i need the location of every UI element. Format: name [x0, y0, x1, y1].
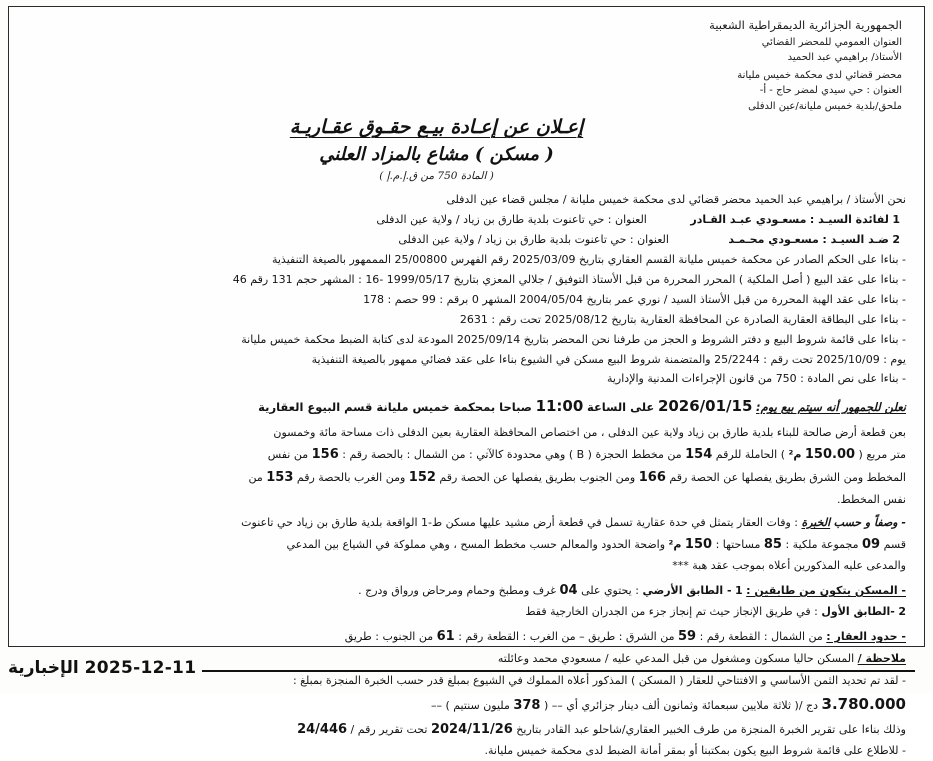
property-line2-tail: من نفس: [267, 448, 309, 462]
property-area-unit: م²: [788, 448, 802, 462]
notice-mid: على الساعة: [586, 400, 655, 415]
price-line-2: [27, 692, 906, 718]
notice-date: 2026/01/15: [657, 397, 753, 416]
header-branch: ملحق/بلدية خميس مليانة/عين الدفلى: [748, 100, 902, 112]
party-name: مسعـودي عبـد القـادر: [690, 213, 807, 227]
bounds-south-label: من الجنوب :: [375, 630, 434, 644]
price-amount: 3.780.000: [821, 695, 906, 714]
price-line-4: - للاطلاع على قائمة شروط البيع يكون بمكتبنا أو بمقر أمانة الضبط لدى محكمة خميس مليانة.: [484, 744, 906, 758]
expert-keyword: الخبرة: [801, 515, 831, 529]
legal-basis-item: - بناءا على الحكم الصادر عن محكمة خميس مليانة القسم العقاري بتاريخ 2025/03/09 رقم الفهرس 25/00800 المممهور بالصيغة التنفيذية: [271, 253, 906, 267]
legal-basis-item: يوم : 2025/10/09 تحت رقم : 25/2244 والمتضمنة شروط البيع مسكن في الشيوع بناءا على عقد فضائي ممهور بالصيغة التنفيذية: [311, 352, 906, 366]
floors-line-1: [27, 580, 906, 602]
section-label: قسم: [883, 537, 906, 551]
notice-suffix: صباحا بمحكمة خميس مليانة قسم البيوع العقارية: [258, 400, 532, 415]
header-republic: الجمهورية الجزائرية الديمقراطية الشعبية: [709, 18, 902, 32]
expert-text: : وفات العقار يتمثل في حدة عقارية تسمل في قطعة أرض مشيد عليها مسكن ط-1 الواقعة بلدية طارق بن زياد حي تاعنوت: [241, 515, 798, 529]
floor1-label: - الطابق الأرضي: [642, 583, 732, 597]
property-line-1: بعن قطعة أرض صالحة للبناء بلدية طارق بن زياد ولاية عين الدفلى ، من اختصاص المحافظة العقارية بعين الدفلى ذات مساحة مائة وخمسون: [273, 426, 906, 440]
legal-basis-item: - بناءا على عقد الهبة المحررة من قبل الأستاذ السيد / نوري عمر بتاريخ 2004/05/04 المشهر 0 برقم : 99 حصم : 178: [363, 292, 906, 306]
floor1-number: 1: [735, 583, 743, 597]
ownership-group-label: مجموعة ملكية :: [785, 537, 859, 551]
property-line-3: [27, 467, 906, 489]
property-east-number: 166: [638, 470, 666, 486]
expert-report-label: تحت تقرير رقم /: [350, 723, 428, 737]
document-legal-reference: ( المادة 750 من ق.إ.م.إ ): [379, 170, 494, 183]
bounds-east-value: طريق: [588, 630, 616, 644]
page-footer: [8, 651, 925, 685]
expert-line-1: [27, 514, 906, 533]
footer-content: [8, 658, 196, 678]
expert-report-number: 24/446: [297, 722, 348, 738]
footer-label: الإخبارية: [8, 658, 79, 678]
header-jurisdiction: محضر قضائي لدى محكمة خميس مليانة: [737, 69, 902, 81]
document-subtitle: ( مسكن ) مشاع بالمزاد العلني: [319, 144, 554, 166]
intro-paragraph: نحن الأستاذ / براهيمي عبد الحميد محضر قضائي لدى محكمة خميس مليانة / مجلس قضاء عين الدفلى: [446, 193, 906, 207]
ownership-group-number: 85: [763, 536, 782, 552]
parties-list: [27, 211, 906, 250]
property-line-4: نفس المخطط.: [837, 492, 906, 506]
bounds-east-label: من الشرق :: [618, 630, 675, 644]
bounds-south-value: طريق: [344, 630, 372, 644]
header-address: العنوان : حي سيدي لمضر حاج - أ-: [759, 85, 902, 97]
property-bounds-north: من مخطط الحجزة ( B ) وهي محدودة كالآتي : من الشمال : بالحصة رقم :: [342, 448, 682, 462]
party-number: 2: [892, 233, 900, 247]
floor2-label: -الطابق الأول: [821, 605, 895, 619]
area-number: 150: [684, 536, 713, 552]
property-west-number: 153: [266, 470, 294, 486]
floor1-detail: غرف ومطبخ وحمام ومرحاض ورواق ودرج .: [358, 583, 556, 597]
property-east-text: المخطط ومن الشرق بطريق يفصلها عن الحصة رقم: [669, 471, 906, 485]
floor2-number: 2: [898, 605, 906, 619]
note-label: ملاحظة /: [857, 651, 906, 665]
document-header: [27, 17, 906, 114]
expert-line2-tail: واضحة الحدود والمعالم حسب مخطط المسح ، وهي مملوكة في الشياع بين المدعي: [286, 537, 666, 551]
property-north-number: 156: [311, 447, 339, 463]
party-row: [27, 211, 906, 230]
section-number: 09: [862, 536, 881, 552]
legal-basis-list: [27, 251, 906, 389]
property-line-2: [27, 444, 906, 466]
title-block: [27, 116, 906, 182]
footer-date: 2025-12-11: [84, 658, 197, 678]
floors-line-2: [27, 603, 906, 622]
price-centime-suffix: مليون سنتيم ) ––: [430, 699, 510, 713]
header-officer-name: الأستاذ/ براهيمي عبد الحميد: [787, 52, 902, 64]
floor1-room-count: 04: [559, 582, 578, 598]
price-section: [27, 672, 906, 761]
expert-line-3: والمدعى عليه المذكورين أعلاه بموجب عقد هبة ***: [672, 558, 906, 572]
property-lot-number: 154: [685, 447, 713, 463]
legal-basis-item: - بناءا على البطاقة العقارية الصادرة عن المحافظة العقارية بتاريخ 2025/08/12 تحت رقم : 2631: [459, 312, 906, 326]
property-west-text: ومن الغرب بالحصة رقم: [296, 471, 406, 485]
property-south-number: 152: [408, 470, 436, 486]
party-number: 1: [892, 213, 900, 227]
bounds-west-value: القطعة رقم :: [458, 630, 520, 644]
notice-time: 11:00: [535, 397, 584, 416]
bounds-label: - حدود العقار :: [826, 630, 906, 644]
auction-notice: [27, 394, 906, 420]
expert-prefix: - وصفاً و حسب: [833, 515, 906, 529]
property-lot-prefix: ) الحاملة للرقم: [715, 448, 785, 462]
document-title: إعـلان عن إعـادة بيـع حقـوق عقـاريـة: [289, 116, 584, 139]
party-address: العنوان : حي تاعنوت بلدية طارق بن زياد / ولاية عين الدفلى: [398, 233, 669, 247]
bounds-north-number: 59: [678, 629, 697, 645]
expert-description: [27, 514, 906, 576]
floor2-detail: : في طريق الإنجاز حيث تم إنجاز جزء من الجدران الخارجية فقط: [525, 605, 818, 619]
property-line3-tail: من: [248, 471, 263, 485]
party-name: مسعـودي محـمـد: [728, 233, 819, 247]
party-role: ضـد السيـد :: [822, 233, 889, 247]
price-line-1: - لقد تم تحديد الثمن الأساسي و الافتتاحي للعقار ( المسكن ) المذكور أعلاه المملوك في الشيوع بمبلغ قدر حسب الخبرة المنجزة بمبلغ :: [292, 674, 906, 688]
expert-line-2: [27, 534, 906, 556]
header-office: العنوان العمومي للمحضر القضائي: [761, 36, 902, 48]
price-line-3: [27, 719, 906, 741]
bounds-north-label: من الشمال :: [763, 630, 823, 644]
price-equiv-prefix: أي –– (: [543, 699, 578, 713]
notice-prefix: نعلن للجمهور أنه سيتم بيع يوم:: [756, 400, 906, 415]
bounds-west-number: 61: [436, 629, 455, 645]
area-label: مساحتها :: [715, 537, 761, 551]
area-unit: م²: [668, 537, 682, 551]
floor1-prefix: : يحتوي على: [581, 583, 639, 597]
bounds-line: [27, 626, 906, 648]
expert-report-prefix: وذلك بناءا على تقرير الخبرة المنجزة من طرف الخبير العقاري/شاحلو عبد القادر بتاريخ: [516, 723, 906, 737]
expert-report-date: 2024/11/26: [430, 722, 513, 738]
legal-basis-item: - بناءا على قائمة شروط البيع و دفتر الشروط و الحجز من طرفنا نحن المحضر بتاريخ 2025/09/14 المودعة لدى كتابة الضبط محكمة خميس مليانة: [241, 332, 906, 346]
property-south-text: ومن الجنوب بطريق يفصلها عن الحصة رقم: [439, 471, 636, 485]
property-area-prefix: متر مربع (: [858, 448, 906, 462]
legal-basis-item: - بناءا على عقد البيع ( أصل الملكية ) المحرر المحررة من قبل الأستاذ التوفيق / جلالي المعزي بتاريخ 1999/05/17 -16 : المشهر حجم 131 رقم 46: [232, 272, 906, 286]
property-area-value: 150.00: [804, 447, 856, 463]
floors-intro: - المسكن يتكون من طابقين :: [746, 583, 906, 597]
bounds-north-value: القطعة رقم :: [699, 630, 761, 644]
party-row: [27, 231, 906, 250]
bounds-west-label: – من الغرب :: [522, 630, 585, 644]
property-description: [27, 424, 906, 510]
price-centime-value: 378: [513, 698, 541, 714]
legal-basis-item: - بناءا على نص المادة : 750 من قانون الإجراءات المدنية والإدارية: [606, 372, 906, 386]
price-words: دج /( ثلاثة ملايين سبعمائة وثمانون ألف دينار جزائري: [581, 699, 819, 713]
note-text: المسكن حاليا مسكون ومشغول من قبل المدعي عليه / مسعودي محمد وعائلته: [497, 651, 855, 665]
party-role: لفائدة السيـد :: [809, 213, 889, 227]
footer-divider: [202, 670, 915, 672]
party-address: العنوان : حي تاعنوت بلدية طارق بن زياد / ولاية عين الدفلى: [376, 213, 647, 227]
floors-section: [27, 580, 906, 622]
